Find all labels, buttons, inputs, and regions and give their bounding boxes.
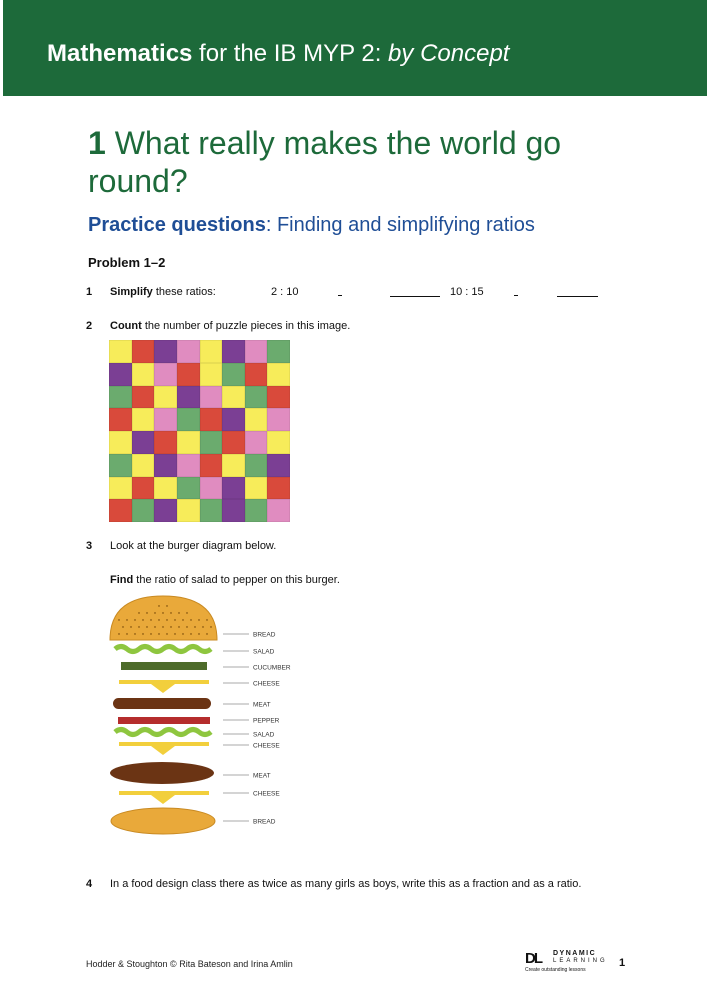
burger-label: PEPPER: [253, 717, 280, 725]
puzzle-piece: [267, 454, 290, 477]
burger-label: BREAD: [253, 631, 276, 639]
puzzle-piece: [267, 431, 290, 454]
question-bold: Find: [110, 574, 134, 586]
burger-label: CHEESE: [253, 680, 280, 688]
puzzle-piece: [177, 340, 200, 363]
seed: [186, 612, 188, 613]
seed: [146, 626, 148, 627]
puzzle-piece: [132, 408, 155, 431]
question-text: [110, 320, 350, 332]
burger-label: SALAD: [253, 731, 275, 739]
puzzle-piece: [267, 363, 290, 386]
question-number: 2: [86, 320, 93, 332]
puzzle-piece: [154, 431, 177, 454]
seed: [126, 619, 128, 620]
seed: [210, 626, 212, 627]
puzzle-piece: [200, 499, 223, 522]
question-text: Look at the burger diagram below.: [110, 540, 277, 552]
seed: [142, 619, 144, 620]
cheese-layer: [119, 791, 209, 804]
logo-mark: DL: [525, 950, 541, 967]
puzzle-piece: [109, 386, 132, 409]
question-bold: Simplify: [110, 286, 153, 298]
puzzle-piece: [154, 477, 177, 500]
puzzle-piece: [200, 340, 223, 363]
puzzle-piece: [154, 386, 177, 409]
seed: [158, 619, 160, 620]
puzzle-piece: [200, 386, 223, 409]
puzzle-piece: [109, 454, 132, 477]
question-body: these ratios:: [152, 286, 216, 298]
seed: [166, 633, 168, 634]
header-title-mid: for the IB MYP 2:: [192, 40, 389, 67]
seed: [150, 633, 152, 634]
seed: [118, 633, 120, 634]
puzzle-piece: [132, 386, 155, 409]
puzzle-piece: [154, 408, 177, 431]
question-text: [110, 286, 216, 298]
answer-dash: [514, 295, 518, 296]
section-heading-rest: : Finding and simplifying ratios: [265, 214, 535, 236]
burger-label: CHEESE: [253, 790, 280, 798]
burger-labels: [223, 632, 291, 826]
logo-word-learning: LEARNING: [553, 958, 608, 964]
seed: [198, 633, 200, 634]
seed: [118, 619, 120, 620]
seed: [206, 633, 208, 634]
puzzle-piece: [222, 363, 245, 386]
answer-dash: [338, 295, 342, 296]
cheese-layer: [119, 680, 209, 693]
seed: [178, 626, 180, 627]
puzzle-piece: [177, 431, 200, 454]
puzzle-piece: [177, 477, 200, 500]
puzzle-piece: [222, 408, 245, 431]
salad-layer: [115, 730, 211, 735]
puzzle-piece: [245, 386, 268, 409]
puzzle-piece: [177, 454, 200, 477]
puzzle-piece: [222, 431, 245, 454]
seed: [162, 626, 164, 627]
seed: [138, 612, 140, 613]
puzzle-piece: [245, 499, 268, 522]
chapter-title: [88, 124, 648, 200]
question-bold: Count: [110, 320, 142, 332]
bottom-bun: [111, 808, 215, 834]
puzzle-piece: [267, 408, 290, 431]
dynamic-learning-logo: [525, 950, 608, 974]
header-title: [47, 40, 509, 68]
puzzle-piece: [200, 477, 223, 500]
puzzle-piece: [154, 340, 177, 363]
logo-tagline: Create outstanding lessons: [525, 967, 586, 973]
seed: [194, 626, 196, 627]
section-heading: [88, 214, 535, 237]
puzzle-piece: [154, 363, 177, 386]
puzzle-piece: [132, 499, 155, 522]
puzzle-piece: [132, 340, 155, 363]
cucumber-layer: [121, 662, 207, 670]
seed: [134, 619, 136, 620]
puzzle-piece: [177, 363, 200, 386]
seed: [158, 633, 160, 634]
seed: [190, 619, 192, 620]
seed: [130, 626, 132, 627]
seed: [158, 605, 160, 606]
page-number: 1: [619, 957, 626, 969]
puzzle-piece: [267, 386, 290, 409]
question-subtext: [110, 574, 340, 586]
puzzle-piece: [222, 340, 245, 363]
logo-word-dynamic: DYNAMIC: [553, 950, 597, 957]
seed: [166, 605, 168, 606]
seed: [182, 633, 184, 634]
puzzle-piece: [200, 363, 223, 386]
puzzle-piece: [132, 477, 155, 500]
cheese-layer: [119, 742, 209, 755]
seed: [170, 612, 172, 613]
seed: [190, 633, 192, 634]
puzzle-piece: [245, 454, 268, 477]
puzzle-piece: [267, 499, 290, 522]
top-bun: [110, 596, 217, 640]
section-heading-bold: Practice questions: [88, 214, 266, 236]
footer-credit: Hodder & Stoughton © Rita Bateson and Irina Amlin: [86, 959, 293, 969]
puzzle-piece: [132, 454, 155, 477]
puzzle-piece: [245, 431, 268, 454]
meat-layer: [113, 698, 211, 709]
chapter-number: 1: [88, 125, 106, 161]
problem-label: Problem 1–2: [88, 255, 166, 270]
seed: [202, 626, 204, 627]
question-number: 4: [86, 878, 93, 890]
puzzle-image: [109, 340, 290, 522]
seed: [182, 619, 184, 620]
puzzle-piece: [109, 499, 132, 522]
seed: [198, 619, 200, 620]
seed: [150, 619, 152, 620]
puzzle-piece: [245, 477, 268, 500]
puzzle-piece: [200, 431, 223, 454]
puzzle-piece: [222, 386, 245, 409]
seed: [122, 626, 124, 627]
puzzle-piece: [245, 340, 268, 363]
seed: [166, 619, 168, 620]
seed: [162, 612, 164, 613]
puzzle-piece: [109, 363, 132, 386]
answer-blank-a[interactable]: [390, 295, 440, 297]
burger-label: MEAT: [253, 701, 271, 709]
burger-label: CUCUMBER: [253, 664, 291, 672]
seed: [146, 612, 148, 613]
puzzle-piece: [245, 408, 268, 431]
puzzle-piece: [109, 408, 132, 431]
seed: [126, 633, 128, 634]
header-title-italic: by Concept: [388, 40, 510, 67]
question-text: In a food design class there as twice as many girls as boys, write this as a fraction and as a ratio.: [110, 878, 582, 890]
burger-label: BREAD: [253, 818, 276, 826]
puzzle-piece: [222, 499, 245, 522]
seed: [154, 612, 156, 613]
seed: [206, 619, 208, 620]
burger-label: SALAD: [253, 648, 275, 656]
puzzle-piece: [245, 363, 268, 386]
ratio-a: 2 : 10: [271, 286, 299, 298]
seed: [142, 633, 144, 634]
seed: [154, 626, 156, 627]
puzzle-piece: [109, 340, 132, 363]
puzzle-piece: [177, 499, 200, 522]
puzzle-piece: [267, 340, 290, 363]
puzzle-piece: [109, 431, 132, 454]
question-body: the ratio of salad to pepper on this burger.: [133, 574, 340, 586]
page-header: [3, 0, 707, 96]
answer-blank-b[interactable]: [557, 295, 598, 297]
puzzle-piece: [132, 363, 155, 386]
ratio-b: 10 : 15: [450, 286, 484, 298]
puzzle-piece: [222, 454, 245, 477]
seed: [178, 612, 180, 613]
seed: [186, 626, 188, 627]
puzzle-piece: [109, 477, 132, 500]
question-number: 3: [86, 540, 93, 552]
puzzle-piece: [200, 408, 223, 431]
puzzle-piece: [154, 499, 177, 522]
puzzle-piece: [132, 431, 155, 454]
question-number: 1: [86, 286, 93, 298]
seed: [174, 619, 176, 620]
puzzle-piece: [177, 408, 200, 431]
puzzle-piece: [177, 386, 200, 409]
chapter-title-text: What really makes the world go round?: [88, 125, 562, 199]
meat-layer: [110, 762, 214, 784]
burger-label: MEAT: [253, 772, 271, 780]
seed: [170, 626, 172, 627]
burger-label: CHEESE: [253, 742, 280, 750]
pepper-layer: [118, 717, 210, 724]
seed: [134, 633, 136, 634]
burger-diagram: [105, 592, 305, 842]
seed: [174, 633, 176, 634]
seed: [138, 626, 140, 627]
puzzle-piece: [267, 477, 290, 500]
puzzle-piece: [222, 477, 245, 500]
puzzle-piece: [154, 454, 177, 477]
puzzle-piece: [200, 454, 223, 477]
header-title-bold: Mathematics: [47, 40, 193, 67]
question-body: the number of puzzle pieces in this image.: [141, 320, 351, 332]
salad-layer: [115, 647, 211, 652]
